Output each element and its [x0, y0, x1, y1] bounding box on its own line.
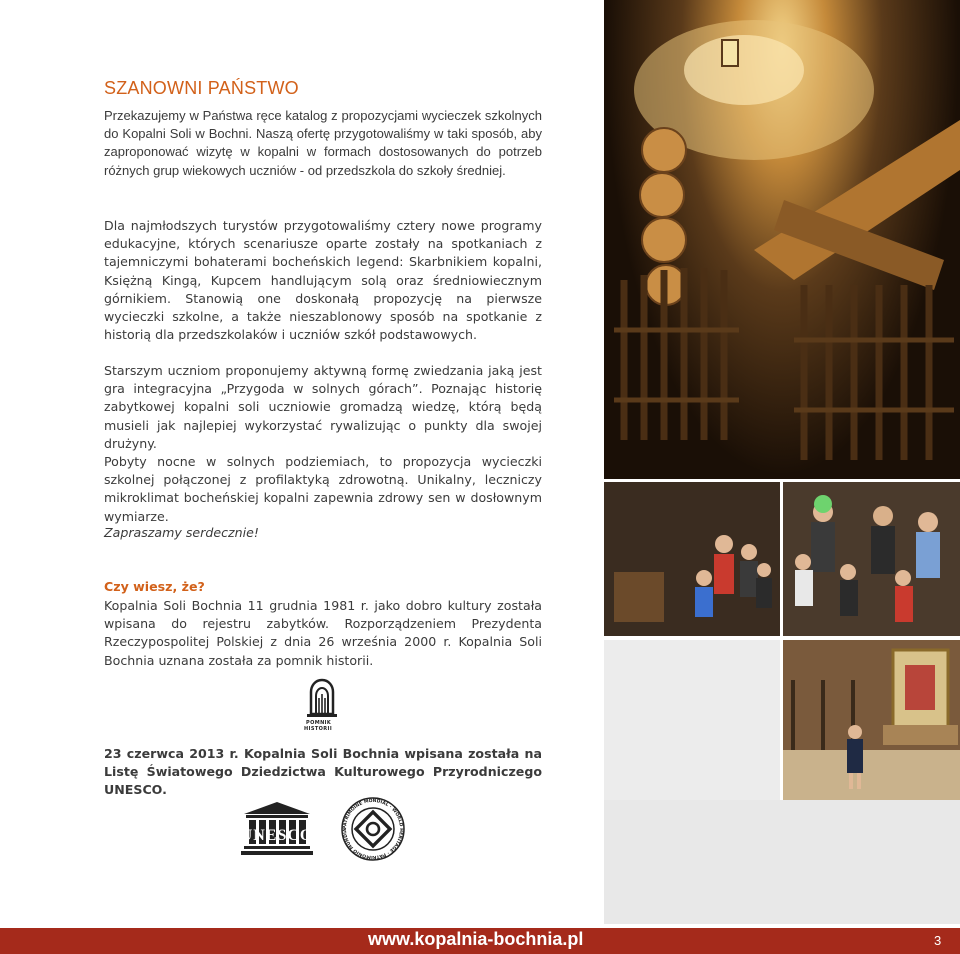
chapel-photo	[783, 640, 960, 800]
intro-paragraph: Przekazujemy w Państwa ręce katalog z propozycjami wycieczek szkolnych do Kopalni Soli w Bochni. Naszą ofertę przygotowaliśmy w taki sposób, aby zaproponować wizytę w kopalni w formach dostosowanych do potrzeb różnych grup wiekowych uczniów - od przedszkola do szkoły średniej.	[104, 108, 542, 178]
pomnik-historii-icon	[303, 678, 341, 718]
children-group-illustration-1	[604, 482, 780, 636]
children-tour-photo-2	[783, 482, 960, 636]
mine-wooden-structure-illustration	[604, 0, 960, 479]
unesco-logo	[240, 800, 314, 858]
did-you-know-text: Kopalnia Soli Bochnia 11 grudnia 1981 r. jako dobro kultury została wpisana do rejestru zabytków. Rozporządzeniem Prezydenta Rzeczypospolitej Polskiej z dnia 26 września 2000 r. Kopalnia Soli Bochnia uznana została za pomnik historii.	[104, 598, 542, 668]
children-tour-photo-1	[604, 482, 780, 636]
grey-side-panel	[604, 800, 960, 924]
invitation-text: Zapraszamy serdecznie!	[104, 525, 259, 540]
unesco-temple-icon	[240, 800, 314, 858]
page-heading: SZANOWNI PAŃSTWO	[104, 78, 299, 98]
unesco-inscription-note: 23 czerwca 2013 r. Kopalnia Soli Bochnia wpisana została na Listę Światowego Dziedzictwa Kulturowego Przyrodniczego UNESCO.	[104, 746, 542, 798]
did-you-know-title: Czy wiesz, że?	[104, 579, 205, 594]
older-students-paragraph: Starszym uczniom proponujemy aktywną formę zwiedzania jaką jest gra integracyjna „Przygoda w solnych górach”. Poznając historię zabytkowej kopalni soli uczniowie gromadzą wiedzę, którą będą musieli jak najlepiej wykorzystać rywalizując o punkty dla swojej drużyny.	[104, 363, 542, 451]
photo-placeholder-panel	[604, 640, 780, 800]
heritage-ring-text: PATRIMOINE MONDIAL · WORLD HERITAGE · PATRIMONIO MUNDIA	[342, 798, 404, 860]
pomnik-historii-logo	[303, 678, 341, 732]
website-link[interactable]: www.kopalnia-bochnia.pl	[368, 929, 584, 949]
pomnik-caption-2: HISTORII	[304, 726, 333, 732]
mine-chamber-photo	[604, 0, 960, 479]
unesco-wordmark: UNESCO	[240, 827, 314, 844]
children-group-illustration-2	[783, 482, 960, 636]
night-stay-paragraph: Pobyty nocne w solnych podziemiach, to propozycja wycieczki szkolnej połączonej z profilaktyką zdrowotną. Unikalny, leczniczy mikroklimat bocheńskiej kopalni zapewnia zdrowy sen w dosłownym wymiarze.	[104, 454, 542, 524]
page-number: 3	[934, 933, 942, 948]
world-heritage-icon	[340, 796, 406, 862]
pomnik-caption-1: POMNIK	[306, 720, 332, 726]
youngest-paragraph: Dla najmłodszych turystów przygotowaliśmy cztery nowe programy edukacyjne, których scenariusze oparte zostały na spotkaniach z tajemniczymi bohaterami bocheńskich legend: Skarbnikiem kopalni, Księżną Kingą, Kupcem handlującym solą oraz średniowiecznym górnikiem. Stanowią one doskonałą propozycję na pierwsze wycieczki szkolne, a także nieszablonowy sposób na spotkanie z historią dla przedszkolaków i uczniów szkół podstawowych.	[104, 218, 542, 343]
chapel-altar-illustration	[783, 640, 960, 800]
world-heritage-emblem	[340, 796, 406, 862]
